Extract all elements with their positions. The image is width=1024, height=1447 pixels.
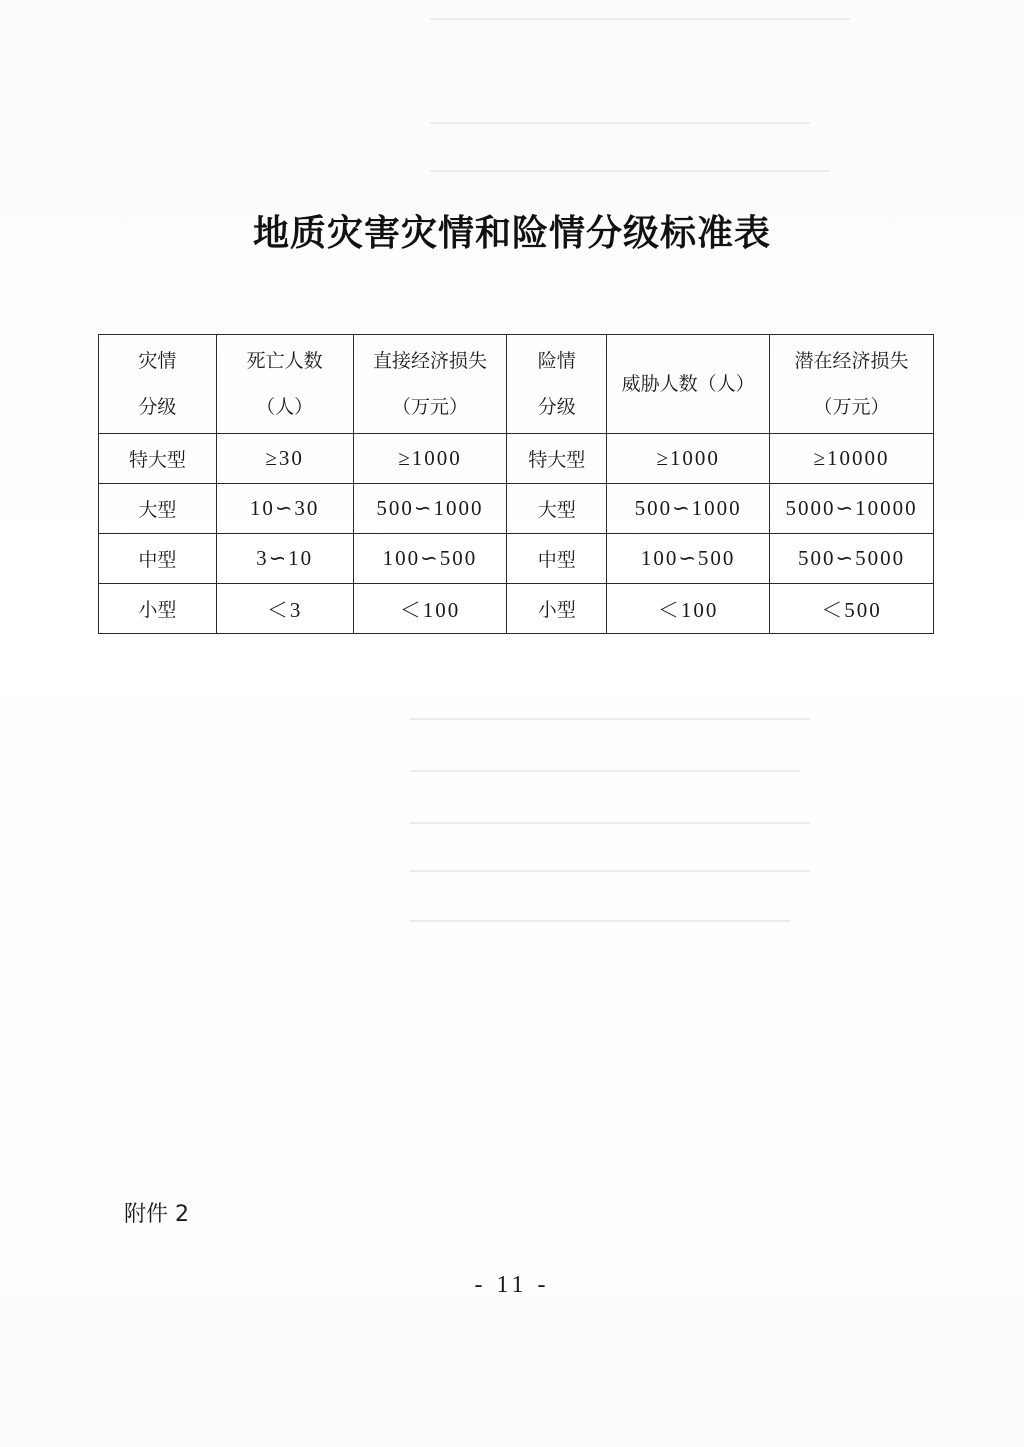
table-row <box>99 584 934 634</box>
table-cell: 3∽10 <box>216 534 353 584</box>
header-disaster-grade: 灾情 分级 <box>99 335 217 434</box>
table-cell: 小型 <box>507 584 607 634</box>
page-number: - 11 - <box>474 1272 550 1298</box>
table-cell: 10∽30 <box>216 484 353 534</box>
table-cell: 5000∽10000 <box>770 484 934 534</box>
document-title: 地质灾害灾情和险情分级标准表 <box>252 212 771 254</box>
header-danger-grade: 险情 分级 <box>507 335 607 434</box>
table-row <box>99 434 934 484</box>
bleed-through-line <box>430 170 830 172</box>
table-cell: ≥10000 <box>770 434 934 484</box>
table-cell: ≥30 <box>216 434 353 484</box>
table-cell: 小型 <box>99 584 217 634</box>
table-cell: ≥1000 <box>607 434 770 484</box>
table-cell: 大型 <box>99 484 217 534</box>
table-cell: 100∽500 <box>353 534 507 584</box>
table-cell: 100∽500 <box>607 534 770 584</box>
bleed-through-line <box>410 920 790 922</box>
bleed-through-line <box>410 870 810 872</box>
bleed-through-line <box>430 122 810 124</box>
header-potential-loss: 潜在经济损失 （万元） <box>770 335 934 434</box>
table-cell: 中型 <box>99 534 217 584</box>
bleed-through-line <box>430 18 850 20</box>
header-deaths: 死亡人数 （人） <box>216 335 353 434</box>
table-cell: 500∽1000 <box>607 484 770 534</box>
table-cell: ＜100 <box>353 584 507 634</box>
table-cell: ＜100 <box>607 584 770 634</box>
table-row <box>99 534 934 584</box>
table-cell: ＜500 <box>770 584 934 634</box>
table-cell: ≥1000 <box>353 434 507 484</box>
bleed-through-line <box>410 822 810 824</box>
attachment-label: 附件 2 <box>124 1202 189 1227</box>
table-cell: 特大型 <box>99 434 217 484</box>
disaster-grading-table <box>98 334 934 634</box>
table-cell: 大型 <box>507 484 607 534</box>
table-cell: 500∽5000 <box>770 534 934 584</box>
table-cell: ＜3 <box>216 584 353 634</box>
table-cell: 500∽1000 <box>353 484 507 534</box>
table-cell: 特大型 <box>507 434 607 484</box>
table-cell: 中型 <box>507 534 607 584</box>
table-header-row <box>99 335 934 434</box>
bleed-through-line <box>410 718 810 720</box>
header-direct-loss: 直接经济损失 （万元） <box>353 335 507 434</box>
bleed-through-line <box>410 770 800 772</box>
header-threatened-people: 威胁人数（人） <box>607 335 770 434</box>
table-row <box>99 484 934 534</box>
